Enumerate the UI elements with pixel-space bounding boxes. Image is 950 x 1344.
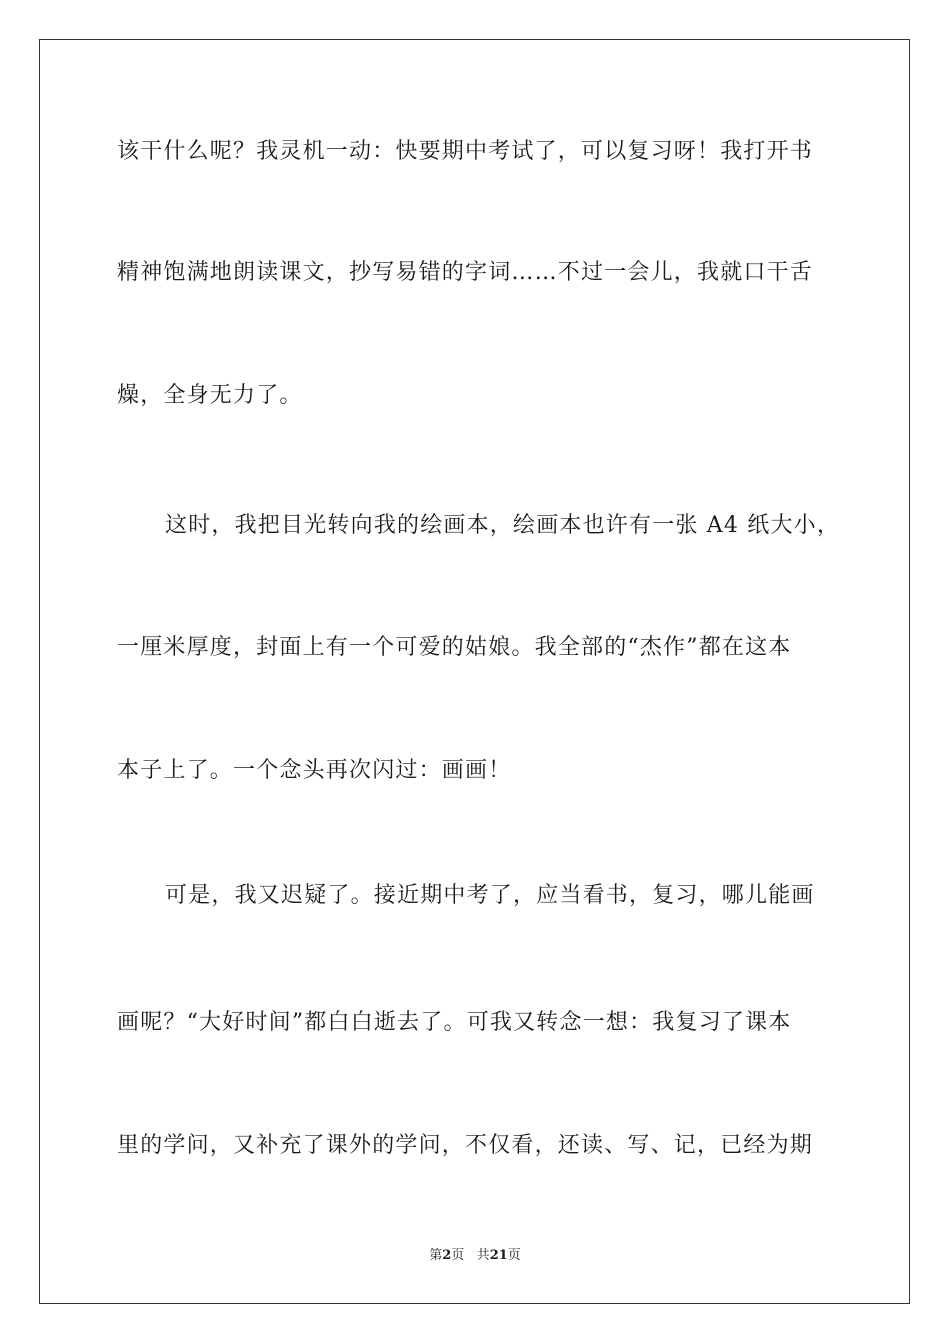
total-prefix: 共 <box>476 1248 490 1263</box>
page-footer <box>0 1247 950 1265</box>
total-pages: 21 <box>489 1248 508 1263</box>
page-suffix: 页 <box>451 1248 465 1263</box>
text-line-5: 一厘米厚度，封面上有一个可爱的姑娘。我全部的“杰作”都在这本 <box>117 635 792 660</box>
page-prefix: 第 <box>429 1248 443 1263</box>
text-line-8: 画呢？“大好时间”都白白逝去了。可我又转念一想：我复习了课本 <box>117 1010 792 1035</box>
total-suffix: 页 <box>507 1248 521 1263</box>
text-line-7: 可是，我又迟疑了。接近期中考了，应当看书，复习，哪儿能画 <box>165 883 815 908</box>
page-number: 2 <box>442 1248 452 1263</box>
text-line-2: 精神饱满地朗读课文，抄写易错的字词……不过一会儿，我就口干舌 <box>117 260 814 285</box>
text-line-3: 燥，全身无力了。 <box>117 383 303 408</box>
text-line-9: 里的学问，又补充了课外的学问，不仅看，还读、写、记，已经为期 <box>117 1133 814 1158</box>
text-line-4: 这时，我把目光转向我的绘画本，绘画本也许有一张 A4 纸大小， <box>165 513 841 538</box>
page-border <box>39 39 910 1304</box>
text-line-6: 本子上了。一个念头再次闪过：画画！ <box>117 758 512 783</box>
text-line-1: 该干什么呢？我灵机一动：快要期中考试了，可以复习呀！我打开书 <box>117 139 814 164</box>
